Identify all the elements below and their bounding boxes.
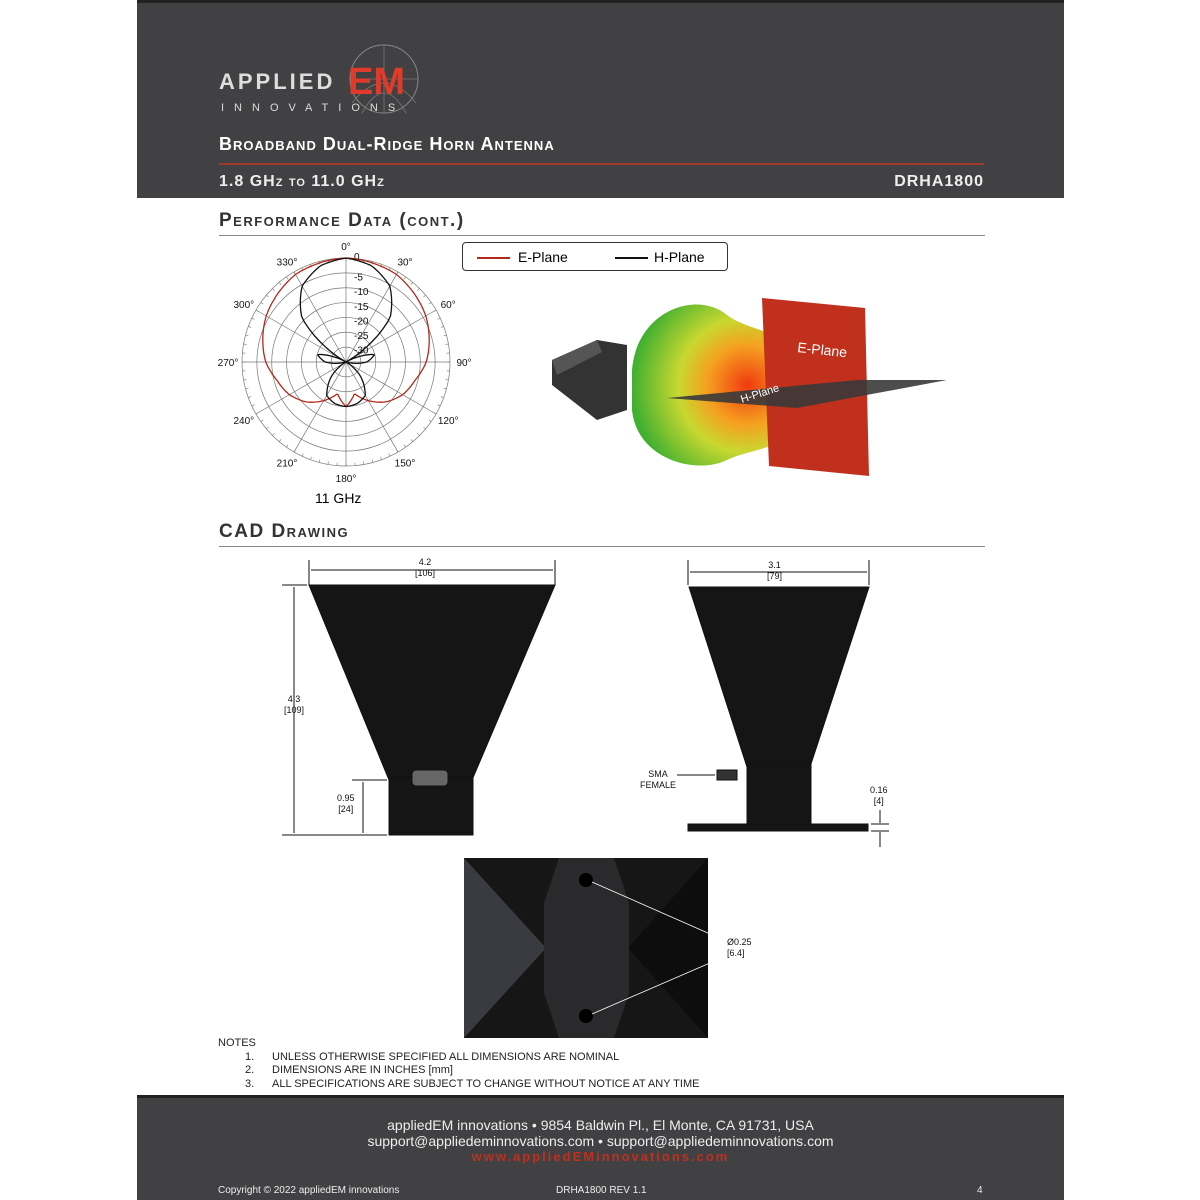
tick-mark: [244, 380, 247, 381]
tick-mark: [319, 460, 320, 463]
dim-base-height: 0.95 [24]: [337, 793, 355, 814]
angle-label: 120°: [437, 416, 459, 427]
tick-mark: [444, 388, 447, 389]
datasheet-page: [137, 0, 1064, 1200]
header: [137, 0, 1064, 198]
tick-mark: [261, 302, 263, 304]
tick-mark: [445, 344, 448, 345]
angle-label: 330°: [276, 257, 298, 269]
tick-mark: [302, 454, 303, 457]
tick-mark: [279, 439, 281, 441]
frequency-range: 1.8 GHz to 11.0 GHz: [219, 173, 385, 190]
logo-em: EM: [348, 61, 405, 103]
h-plane-swatch: [615, 257, 648, 259]
tick-mark: [381, 457, 382, 460]
angle-label: 180°: [335, 474, 357, 485]
divider: [219, 235, 985, 236]
radial-tick-label: -10: [354, 287, 369, 299]
tick-mark: [372, 460, 373, 463]
tick-mark: [429, 302, 431, 304]
page-number: 4: [977, 1185, 983, 1196]
tick-mark: [248, 326, 251, 327]
tick-mark: [404, 445, 406, 447]
model-number: DRHA1800: [894, 173, 984, 190]
tick-mark: [445, 380, 448, 381]
tick-mark: [261, 420, 263, 422]
radial-tick-label: -30: [354, 345, 369, 357]
tick-mark: [266, 427, 268, 429]
radial-tick-label: -25: [354, 331, 369, 342]
tick-mark: [441, 397, 444, 398]
divider: [219, 546, 985, 547]
tick-mark: [272, 288, 274, 290]
tick-mark: [397, 449, 399, 452]
cad-heading: CAD Drawing: [219, 521, 350, 542]
tick-mark: [433, 413, 436, 415]
notes-title: NOTES: [218, 1037, 256, 1049]
notes: [218, 1037, 699, 1091]
radiation-3d-render: [547, 290, 957, 485]
product-title: Broadband Dual-Ridge Horn Antenna: [219, 134, 555, 154]
tick-mark: [286, 445, 288, 447]
tick-mark: [417, 433, 419, 435]
legend-e-plane: E-Plane: [518, 249, 568, 265]
radial-tick-label: -20: [354, 316, 369, 328]
tick-mark: [310, 457, 311, 460]
tick-mark: [248, 397, 251, 398]
grid-spoke: [294, 362, 346, 452]
tick-mark: [433, 310, 436, 312]
tick-mark: [389, 454, 390, 457]
note-item: 1. UNLESS OTHERWISE SPECIFIED ALL DIMENSIONS ARE NOMINAL: [245, 1050, 620, 1063]
tick-mark: [417, 288, 419, 290]
radial-tick-label: -5: [354, 272, 363, 284]
grid-spoke: [346, 362, 398, 452]
revision: DRHA1800 REV 1.1: [556, 1185, 647, 1196]
logo-subtext: INNOVATIONS: [221, 102, 406, 114]
tick-mark: [272, 433, 274, 435]
angle-label: 300°: [233, 300, 255, 311]
h-plane-label: H-Plane: [739, 382, 781, 406]
dim-plate: 0.16 [4]: [870, 785, 888, 806]
tick-mark: [429, 420, 431, 422]
tick-mark: [244, 344, 247, 345]
e-plane-swatch: [477, 257, 510, 259]
divider: [219, 163, 984, 165]
angle-label: 240°: [233, 416, 255, 427]
angle-label: 60°: [440, 300, 456, 311]
angle-label: 150°: [394, 458, 416, 470]
tick-mark: [256, 310, 259, 312]
tick-mark: [252, 318, 255, 319]
tick-mark: [423, 295, 425, 297]
tick-mark: [404, 277, 406, 279]
angle-label: 30°: [397, 257, 413, 269]
tick-mark: [411, 282, 413, 284]
tick-mark: [252, 405, 255, 406]
tick-mark: [286, 277, 288, 279]
tick-mark: [294, 449, 296, 452]
tick-mark: [411, 439, 413, 441]
dim-hole: Ø0.25 [6.4]: [727, 937, 752, 958]
tick-mark: [423, 427, 425, 429]
plot-legend: [462, 242, 728, 271]
dim-side-width: 3.1 [79]: [767, 560, 783, 581]
plot-caption: 11 GHz: [315, 490, 362, 506]
tick-mark: [246, 335, 249, 336]
logo-text: APPLIED: [219, 69, 336, 94]
footer-website[interactable]: www.appliedEMinnovations.com: [471, 1149, 730, 1164]
e-plane-label: E-Plane: [796, 339, 848, 361]
cad-front-side-views: [277, 555, 897, 850]
tick-mark: [256, 413, 259, 415]
angle-label: 90°: [456, 358, 472, 369]
radial-tick-label: -15: [354, 301, 369, 313]
copyright: Copyright © 2022 appliedEM innovations: [218, 1185, 400, 1196]
tick-mark: [444, 335, 447, 336]
radial-tick-label: 0: [354, 252, 360, 263]
angle-label: 270°: [217, 358, 239, 369]
footer: [137, 1095, 1064, 1200]
tick-mark: [246, 388, 249, 389]
tick-mark: [364, 461, 365, 464]
angle-label: 210°: [276, 458, 298, 470]
performance-heading: Performance Data (cont.): [219, 210, 465, 231]
dim-front-width: 4.2 [106]: [415, 557, 436, 578]
legend-h-plane: H-Plane: [654, 249, 705, 265]
tick-mark: [328, 461, 329, 464]
tick-mark: [441, 326, 444, 327]
tick-mark: [438, 405, 441, 406]
connector-label: SMA FEMALE: [640, 769, 677, 790]
grid-spoke: [256, 310, 346, 362]
footer-emails[interactable]: support@appliedeminnovations.com • support@appliedeminnovations.com: [367, 1133, 834, 1149]
note-item: 2. DIMENSIONS ARE IN INCHES [mm]: [245, 1064, 453, 1076]
footer-address: appliedEM innovations • 9854 Baldwin Pl., El Monte, CA 91731, USA: [387, 1117, 814, 1133]
polar-plot: [215, 240, 475, 515]
note-item: 3. ALL SPECIFICATIONS ARE SUBJECT TO CHANGE WITHOUT NOTICE AT ANY TIME: [245, 1077, 700, 1090]
tick-mark: [438, 318, 441, 319]
tick-mark: [266, 295, 268, 297]
dim-height: 4.3 [109]: [284, 694, 305, 715]
tick-mark: [279, 282, 281, 284]
angle-label: 0°: [341, 242, 351, 253]
